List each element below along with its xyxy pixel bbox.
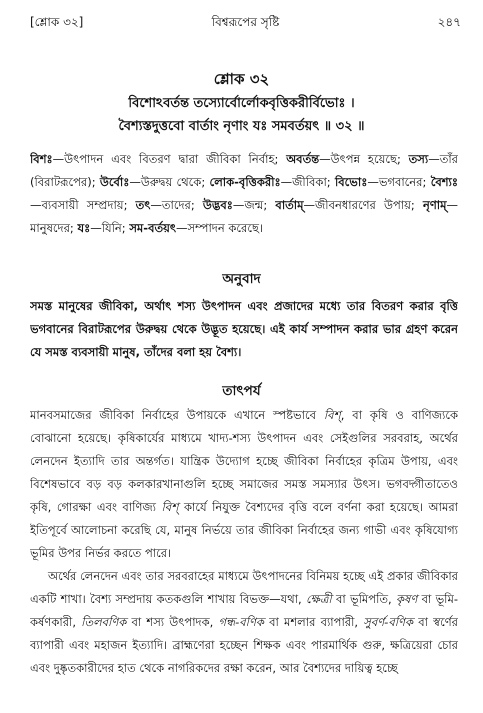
purport-text-span: বা মশলার ব্যাপারী, bbox=[263, 615, 364, 629]
synonym-meaning: উরুদ্বয় থেকে; bbox=[140, 175, 206, 189]
purport-text-span: বা শস্য উৎপাদক, bbox=[126, 615, 219, 629]
synonym-dash: — bbox=[446, 198, 458, 212]
synonym-word: সম-বর্তয়ৎ bbox=[129, 221, 177, 235]
purport-italic-term: সুবর্ণ-বণিক bbox=[363, 615, 414, 629]
verse-line-1: বিশোঽবর্তন্ত তস্যোর্বোর্লোকবৃত্তিকরীর্বিভোঃ । bbox=[128, 96, 355, 111]
header-chapter-title: বিশ্বরূপের সৃষ্টি bbox=[211, 15, 280, 29]
synonym-meaning: মানুষদের; bbox=[30, 221, 74, 235]
synonym-dash: — bbox=[303, 198, 316, 212]
synonym-dash: — bbox=[176, 221, 188, 235]
synonym-word: তৎ bbox=[135, 198, 151, 212]
synonym-dash: — bbox=[30, 198, 42, 212]
synonym-word: বৈশ্যঃ bbox=[430, 175, 458, 189]
synonym-dash: — bbox=[150, 198, 162, 212]
purport-text-span: মানবসমাজের জীবিকা নির্বাহের উপায়কে এখানে স্পষ্টভাবে bbox=[30, 408, 324, 422]
purport-text-span: অর্থের লেনদেন এবং তার সরবরাহের মাধ্যমে উৎপাদনের বিনিময় হচ্ছে এই প্রকার জীবিকার একটি শাখা। বৈশ্য সম্প্রদায় কতকগুলি শাখায় বিভক্ত—যথা, bbox=[30, 569, 458, 606]
synonym-entry bbox=[77, 221, 125, 235]
translation-heading: অনুবাদ bbox=[222, 271, 261, 287]
synonym-dash: — bbox=[90, 221, 102, 235]
page-header bbox=[30, 14, 461, 36]
header-verse-ref: [শ্লোক ৩২] bbox=[30, 15, 84, 29]
purport-italic-term: বিশ্ bbox=[323, 408, 341, 422]
purport-heading: তাৎপর্য bbox=[222, 383, 261, 399]
purport-text bbox=[30, 404, 458, 708]
synonym-entry bbox=[30, 152, 278, 166]
synonym-entry bbox=[203, 198, 267, 212]
header-page-number: ২৪৭ bbox=[437, 15, 461, 29]
synonym-meaning: ভগবানের; bbox=[378, 175, 427, 189]
purport-text-span: বা ভূমিপতি, bbox=[331, 592, 396, 606]
synonym-meaning: জন্ম; bbox=[244, 198, 268, 212]
synonym-dash: — bbox=[428, 152, 440, 166]
translation-text: সমস্ত মানুষের জীবিকা, অর্থাৎ শস্য উৎপাদন এবং প্রজাদের মধ্যে তার বিতরণ করার বৃত্তি ভগবানের বিরাটরূপের উরুদ্বয় থেকে উদ্ভূত হয়েছে। এই কার্য সম্পাদন করার ভার গ্রহণ করেন যে সমস্ত ব্যবসায়ী মানুষ, তাঁদের বলা হয় বৈশ্য। bbox=[30, 299, 458, 359]
synonym-dash: — bbox=[52, 152, 65, 166]
synonym-word: উদ্ভবঃ bbox=[202, 198, 233, 212]
purport-italic-term: গন্ধ-বণিক bbox=[218, 615, 264, 629]
synonym-entry bbox=[286, 152, 401, 166]
synonym-entry bbox=[210, 175, 331, 189]
verse-line-2: বৈশ্যস্তদুত্তবো বার্তাং নৃণাং যঃ সমবর্তয়ৎ ॥ ৩২ ॥ bbox=[118, 119, 365, 134]
synonym-word: উর্বোঃ bbox=[99, 175, 130, 189]
synonym-word: যঃ bbox=[77, 221, 91, 235]
synonym-word: নৃণাম্ bbox=[422, 198, 447, 212]
synonym-meaning: ব্যবসায়ী সম্প্রদায়; bbox=[41, 198, 128, 212]
synonym-dash: — bbox=[129, 175, 141, 189]
purport-italic-term: কৃষণ bbox=[395, 592, 418, 606]
synonym-meaning: তাঁর (বিরাটরূপের); bbox=[30, 152, 458, 189]
synonym-meaning: সম্পাদন করেছে। bbox=[187, 221, 264, 235]
synonym-word: বিশঃ bbox=[30, 152, 53, 166]
synonym-word: তস্য bbox=[408, 152, 429, 166]
synonym-entry bbox=[100, 175, 205, 189]
synonym-meaning: যিনি; bbox=[101, 221, 126, 235]
synonym-word: লোক-বৃত্তিকরীঃ bbox=[209, 175, 281, 189]
synonym-dash: — bbox=[280, 175, 293, 189]
synonym-meaning: জীবনধারণের উপায়; bbox=[315, 198, 415, 212]
purport-text-span: কার্যে নিযুক্ত বৈশ্যদের বৃত্তি বলে বর্ণনা করা হয়েছে। আমরা ইতিপূর্বে আলোচনা করেছি যে, মানুষ নির্ভয়ে তার জীবিকা নির্বাহের জন্য গাভী এবং কৃষিযোগ্য ভূমির উপর নির্ভর করতে পারে। bbox=[30, 500, 458, 560]
synonym-entry bbox=[275, 198, 414, 212]
purport-text-span: বা স্বর্ণের ব্যাপারী এবং মহাজন ইত্যাদি। ব্রাহ্মণেরা হচ্ছেন শিক্ষক এবং পারমার্থিক গুরু, ক্ষত্রিয়েরা চোর এবং দুষ্কৃতকারীদের হাত থেকে নাগরিকদের রক্ষা করেন, আর বৈশ্যদের দায়িত্ব হচ্ছে bbox=[30, 615, 458, 675]
purport-italic-term: তিলবণিক bbox=[81, 615, 127, 629]
purport-italic-term: ক্ষেত্রী bbox=[306, 592, 332, 606]
purport-text-span: , বা কৃষি ও বাণিজ্যকে বোঝানো হয়েছে। কৃষিকার্যের মাধ্যমে খাদ্য-শস্য উৎপাদন এবং সেইগুলির সরবরাহ, অর্থের লেনদেন ইত্যাদি তার অন্তর্গত। যান্ত্রিক উদ্যোগ হচ্ছে জীবিকা নির্বাহের কৃত্রিম উপায়, এবং বিশেষভাবে বড় বড় কলকারখানাগুলি হচ্ছে সমাজের সমস্ত সমস্যার উৎস। ভগবদ্গীতাতেও কৃষি, গোরক্ষা এবং বাণিজ্য bbox=[30, 408, 458, 514]
synonym-entry bbox=[335, 175, 426, 189]
synonym-meaning: তাদের; bbox=[161, 198, 195, 212]
synonym-entry bbox=[136, 198, 195, 212]
synonym-word: বার্তাম্ bbox=[275, 198, 304, 212]
synonym-word: বিভোঃ bbox=[334, 175, 368, 189]
synonyms-block bbox=[30, 148, 458, 270]
purport-text-span: বা ভূমি-কর্ষণকারী, bbox=[30, 592, 458, 629]
synonym-entry bbox=[129, 221, 263, 235]
verse-title: শ্লোক ৩২ bbox=[213, 70, 270, 88]
purport-paragraph-1 bbox=[30, 404, 458, 565]
synonym-dash: — bbox=[319, 152, 331, 166]
synonym-dash: — bbox=[232, 198, 245, 212]
purport-italic-term: বিশ্ bbox=[161, 500, 179, 514]
purport-paragraph-2 bbox=[30, 565, 458, 680]
synonym-word: অবর্তন্ত bbox=[286, 152, 320, 166]
synonym-meaning: উৎপাদন এবং বিতরণ দ্বারা জীবিকা নির্বাহ; bbox=[64, 152, 279, 166]
synonym-meaning: উৎপন্ন হয়েছে; bbox=[330, 152, 401, 166]
synonym-dash: — bbox=[367, 175, 379, 189]
synonym-meaning: জীবিকা; bbox=[292, 175, 331, 189]
